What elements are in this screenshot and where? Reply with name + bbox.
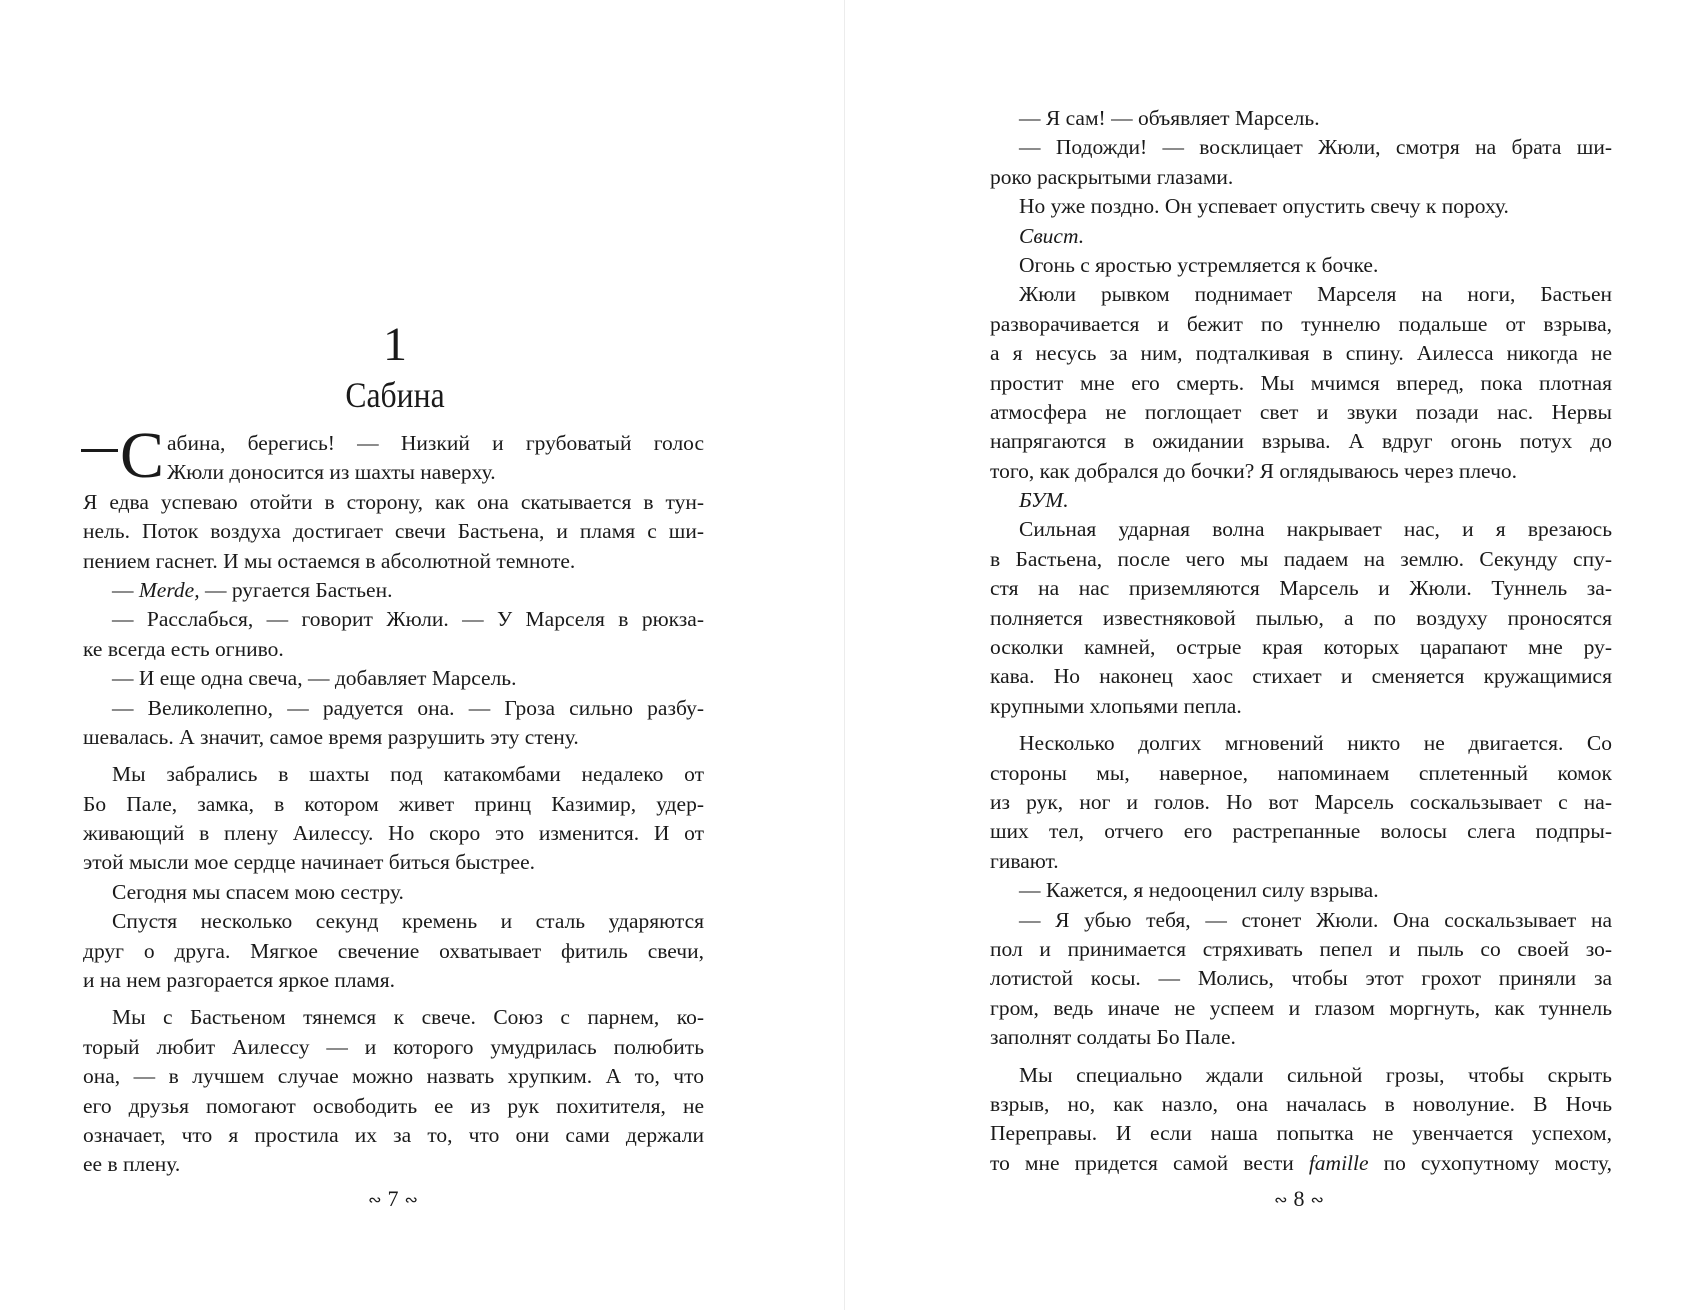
text-line: — Великолепно, — радуется она. — Гроза сильно разбу- [112,695,704,720]
text-line: этой мысли мое сердце начинает биться быстрее. [83,850,536,875]
italic-text: Merde, [138,577,200,602]
text-line: пением гаснет. И мы остаемся в абсолютной темноте. [83,548,576,573]
paragraph-gap [990,1053,1612,1061]
text-line: из рук, ног и голов. Но вот Марсель соскальзывает с на- [990,789,1612,814]
page-number-right [1239,1186,1359,1214]
text-line: заполнят солдаты Бо Пале. [990,1025,1236,1050]
left-page [0,0,844,1310]
chapter-title: Сабина [345,375,445,415]
text-line: Сильная ударная волна накрывает нас, и я врезаюсь [1019,517,1612,542]
text-line: кава. Но наконец хаос стихает и сменяется кружащимися [990,664,1612,689]
text-line: Мы забрались в шахты под катакомбами недалеко от [112,762,704,787]
text-line: она, — в лучшем случае можно назвать хрупким. А то, что [83,1064,704,1089]
book-gutter [844,0,845,1310]
text-line: Жюли рывком поднимает Марселя на ноги, Бастьен [1019,282,1612,307]
folio-number: 8 [1293,1186,1305,1211]
text-line: шевалась. А значит, самое время разрушить эту стену. [83,724,579,749]
text-line: лотистой косы. — Молись, чтобы этот грохот приняли за [990,966,1612,991]
text-line: ке всегда есть огниво. [83,636,284,661]
text-line: друг о друга. Мягкое свечение охватывает фитиль свечи, [83,938,704,963]
italic-text: БУМ. [1019,488,1069,513]
dropcap-letter: С [120,419,165,492]
opening-paragraph [83,419,704,492]
chapter-number: 1 [383,318,407,371]
text-line: и на нем разгорается яркое пламя. [83,968,396,993]
paragraph-gap [83,752,704,760]
text-line: взрыв, но, как назло, она началась в новолуние. В Ночь [990,1091,1612,1116]
text-line: — Я сам! — объявляет Марсель. [1019,106,1320,130]
text-line: напрягаются в ожидании взрыва. А вдруг огонь потух до [990,429,1612,454]
left-page-text [83,419,704,1180]
text-line: — Подожди! — восклицает Жюли, смотря на брата ши- [1019,135,1612,160]
text-line: Мы специально ждали сильной грозы, чтобы скрыть [1019,1062,1612,1087]
ornament-left-icon: ∾ [368,1191,382,1209]
text-line: атмосфера не поглощает свет и звуки позади нас. Нервы [990,399,1612,424]
text-line: — Я убью тебя, — стонет Жюли. Она соскальзывает на [1019,907,1612,932]
text-line: Жюли доносится из шахты наверху. [167,460,496,485]
ornament-left-icon: ∾ [1274,1191,1288,1209]
text-line: ее в плену. [83,1152,181,1177]
text-run: — [112,577,139,602]
text-line: Спустя несколько секунд кремень и сталь ударяются [112,909,704,934]
text-line: — Расслабься, — говорит Жюли. — У Марселя в рюкза- [112,607,704,632]
text-line: крупными хлопьями пепла. [990,693,1242,718]
text-line [990,486,1612,515]
text-line: осколки камней, острые края которых царапают мне ру- [990,635,1612,660]
paragraph-gap [990,721,1612,729]
dropcap-dash [81,449,118,452]
text-line: Огонь с яростью устремляется к бочке. [1019,252,1379,277]
text-line: Сегодня мы спасем мою сестру. [112,879,404,904]
text-line: его друзья помогают освободить ее из рук похитителя, не [83,1093,704,1118]
right-page [846,0,1691,1310]
left-page-lines [83,488,704,1180]
text-line: ших тел, отчего его растрепанные волосы слега подпры- [990,819,1612,844]
text-line: Я едва успеваю отойти в сторону, как она скатывается в тун- [83,489,704,514]
text-line: гивают. [990,848,1059,873]
text-line: простит мне его смерть. Мы мчимся вперед, пока плотная [990,370,1612,395]
text-line: стя на нас приземляются Марсель и Жюли. Туннель за- [990,576,1612,601]
text-line: а я несусь за ним, подталкивая в спину. Аилесса никогда не [990,341,1612,366]
right-page-text [990,104,1612,1178]
text-line: означает, что я простила их за то, что они сами держали [83,1122,704,1147]
text-line: — Кажется, я недооценил силу взрыва. [1019,878,1379,903]
text-line: торый любит Аилессу — и которого умудрилась полюбить [83,1034,704,1059]
text-line: Мы с Бастьеном тянемся к свече. Союз с парнем, ко- [112,1005,704,1030]
text-line: разворачивается и бежит по туннелю подальше от взрыва, [990,311,1612,336]
text-line: — И еще одна свеча, — добавляет Марсель. [112,666,517,691]
text-line: абина, берегись! — Низкий и грубоватый голос [167,431,704,455]
italic-text: Свист. [1019,223,1085,248]
text-line: роко раскрытыми глазами. [990,164,1234,189]
paragraph-gap [83,995,704,1003]
text-line: полняется известняковой пылью, а по воздуху проносятся [990,605,1612,630]
text-line: в Бастьена, после чего мы падаем на землю. Секунду спу- [990,546,1612,571]
text-line: пол и принимается стряхивать пепел и пыль со своей зо- [990,936,1612,961]
right-page-lines [990,104,1612,1178]
text-line: Переправы. И если наша попытка не увенчается успехом, [990,1121,1612,1146]
folio-number: 7 [387,1186,399,1211]
page-number-left [333,1186,453,1214]
text-run: то мне придется самой вести [990,1150,1309,1175]
text-line: Но уже поздно. Он успевает опустить свечу к пороху. [1019,194,1509,219]
ornament-right-icon: ∾ [404,1191,418,1209]
text-line: Бо Пале, замка, в котором живет принц Казимир, удер- [83,791,704,816]
text-line [990,222,1612,251]
text-line: живающий в плену Аилессу. Но скоро это изменится. И от [83,821,704,846]
text-line: нель. Поток воздуха достигает свечи Бастьена, и пламя с ши- [83,519,704,544]
italic-text: famille [1308,1150,1369,1175]
text-line: Несколько долгих мгновений никто не двигается. Со [1019,731,1612,756]
text-line: стороны мы, наверное, напоминаем сплетенный комок [990,760,1612,785]
text-line [990,1149,1612,1178]
ornament-right-icon: ∾ [1310,1191,1324,1209]
text-run: по сухопутному мосту, [1368,1150,1612,1175]
text-line: того, как добрался до бочки? Я оглядываюсь через плечо. [990,458,1518,483]
text-line [83,576,704,605]
text-run: — ругается Бастьен. [199,577,393,602]
text-line: гром, ведь иначе не успеем и глазом моргнуть, как туннель [990,995,1612,1020]
